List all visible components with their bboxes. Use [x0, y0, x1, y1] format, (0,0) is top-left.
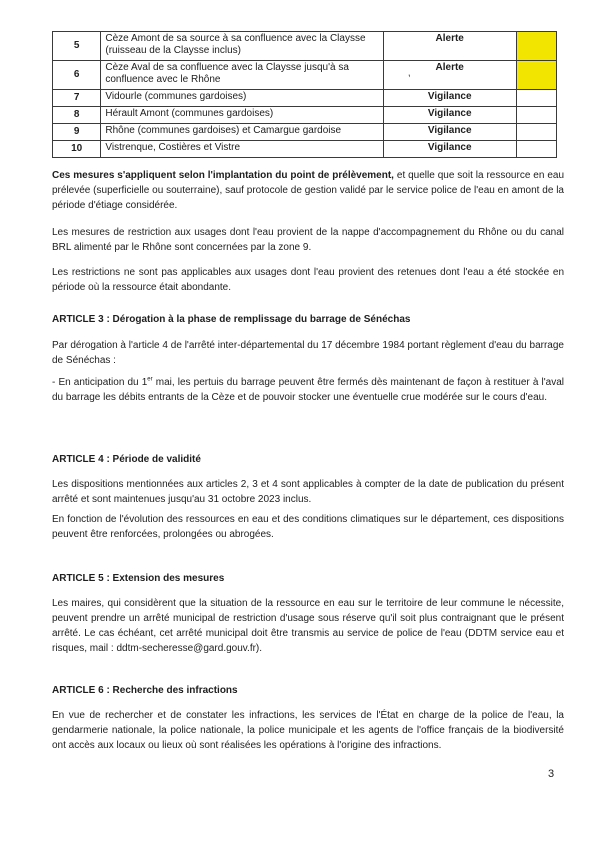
zone-number: 9 — [53, 124, 101, 141]
zone-number: 8 — [53, 107, 101, 124]
article-3-intro: Par dérogation à l'article 4 de l'arrêté inter-départemental du 17 décembre 1984 portant règlement d'eau du barrage de Sénéchas : — [52, 340, 564, 366]
handwritten-mark: ’ — [407, 72, 413, 86]
table-row — [53, 141, 557, 158]
item-superscript: er — [147, 376, 153, 383]
paragraph-application — [52, 168, 564, 213]
article-3-item — [52, 375, 564, 405]
zone-color-swatch — [516, 107, 556, 124]
article-4-paragraph-2: En fonction de l'évolution des ressources en eau et des conditions climatiques sur le département, ces dispositions peuvent être renforcées, prolongées ou abrogées. — [52, 514, 564, 540]
zone-number: 6 — [53, 61, 101, 90]
zone-level: Alerte — [383, 61, 516, 90]
zone-color-swatch — [516, 124, 556, 141]
zone-color-swatch — [516, 61, 556, 90]
page-number: 3 — [548, 768, 555, 780]
zone-label: Cèze Amont de sa source à sa confluence avec la Claysse (ruisseau de la Claysse inclus) — [101, 32, 383, 61]
zone-level: Alerte — [383, 32, 516, 61]
article-4-heading: ARTICLE 4 : Période de validité — [52, 454, 201, 465]
article-6-heading: ARTICLE 6 : Recherche des infractions — [52, 685, 238, 696]
zone-color-swatch — [516, 32, 556, 61]
zone-label: Vistrenque, Costières et Vistre — [101, 141, 383, 158]
paragraph-rest: et quelle que soit la ressource en eau prélevée (superficielle ou souterraine), sauf protocole de gestion validé par le service police de l'eau en amont de la période d'étiage considérée. — [52, 170, 564, 211]
zone-label: Vidourle (communes gardoises) — [101, 90, 383, 107]
zone-level: Vigilance — [383, 124, 516, 141]
zone-level: Vigilance — [383, 107, 516, 124]
zone-number: 5 — [53, 32, 101, 61]
item-text-end: mai, les pertuis du barrage peuvent être fermés dès maintenant de façon à restituer à l'aval du barrage les débits entrants de la Cèze et de pouvoir stocker une éventuelle crue modérée sur le cours d'eau. — [52, 377, 564, 403]
table-row — [53, 61, 557, 90]
zone-number: 7 — [53, 90, 101, 107]
zone-label: Rhône (communes gardoises) et Camargue gardoise — [101, 124, 383, 141]
zone-level: Vigilance — [383, 141, 516, 158]
table-row — [53, 90, 557, 107]
table-row — [53, 124, 557, 141]
article-6-paragraph: En vue de rechercher et de constater les infractions, les services de l'État en charge de la police de l'eau, la gendarmerie nationale, la police nationale, la police municipale et les agents de l'office français de la biodiversité ont accès aux locaux ou lieux où sont réalisées les opérations à l'origine des infractions. — [52, 710, 564, 751]
zone-label: Hérault Amont (communes gardoises) — [101, 107, 383, 124]
zones-table — [52, 31, 557, 158]
zone-label: Cèze Aval de sa confluence avec la Claysse jusqu'à sa confluence avec le Rhône — [101, 61, 383, 90]
table-row — [53, 32, 557, 61]
zone-color-swatch — [516, 141, 556, 158]
paragraph-rhone: Les mesures de restriction aux usages dont l'eau provient de la nappe d'accompagnement du Rhône ou du canal BRL alimenté par le Rhône sont concernées par la zone 9. — [52, 227, 564, 253]
paragraph-lead: Ces mesures s'appliquent selon l'implantation du point de prélèvement, — [52, 170, 394, 181]
paragraph-retenues: Les restrictions ne sont pas applicables aux usages dont l'eau provient des retenues dont l'eau a été stockée en période où la ressource était abondante. — [52, 267, 564, 293]
article-4-paragraph-1: Les dispositions mentionnées aux articles 2, 3 et 4 sont applicables à compter de la date de publication du présent arrêté et sont maintenues jusqu'au 31 octobre 2023 inclus. — [52, 479, 564, 505]
zone-color-swatch — [516, 90, 556, 107]
article-3-heading: ARTICLE 3 : Dérogation à la phase de remplissage du barrage de Sénéchas — [52, 314, 411, 325]
table-row — [53, 107, 557, 124]
zone-number: 10 — [53, 141, 101, 158]
article-5-heading: ARTICLE 5 : Extension des mesures — [52, 573, 225, 584]
item-text-start: - En anticipation du 1 — [52, 377, 148, 388]
zone-level: Vigilance — [383, 90, 516, 107]
article-5-paragraph: Les maires, qui considèrent que la situation de la ressource en eau sur le territoire de leur commune le nécessite, peuvent prendre un arrêté municipal de restriction d'usage sous réserve qu'il soit plus contraignant que le présent arrêté. Le cas échéant, cet arrêté municipal doit être transmis au service de police de l'eau (DDTM service eau et risques, mail : ddtm-secheresse@gard.gouv.fr). — [52, 598, 564, 654]
